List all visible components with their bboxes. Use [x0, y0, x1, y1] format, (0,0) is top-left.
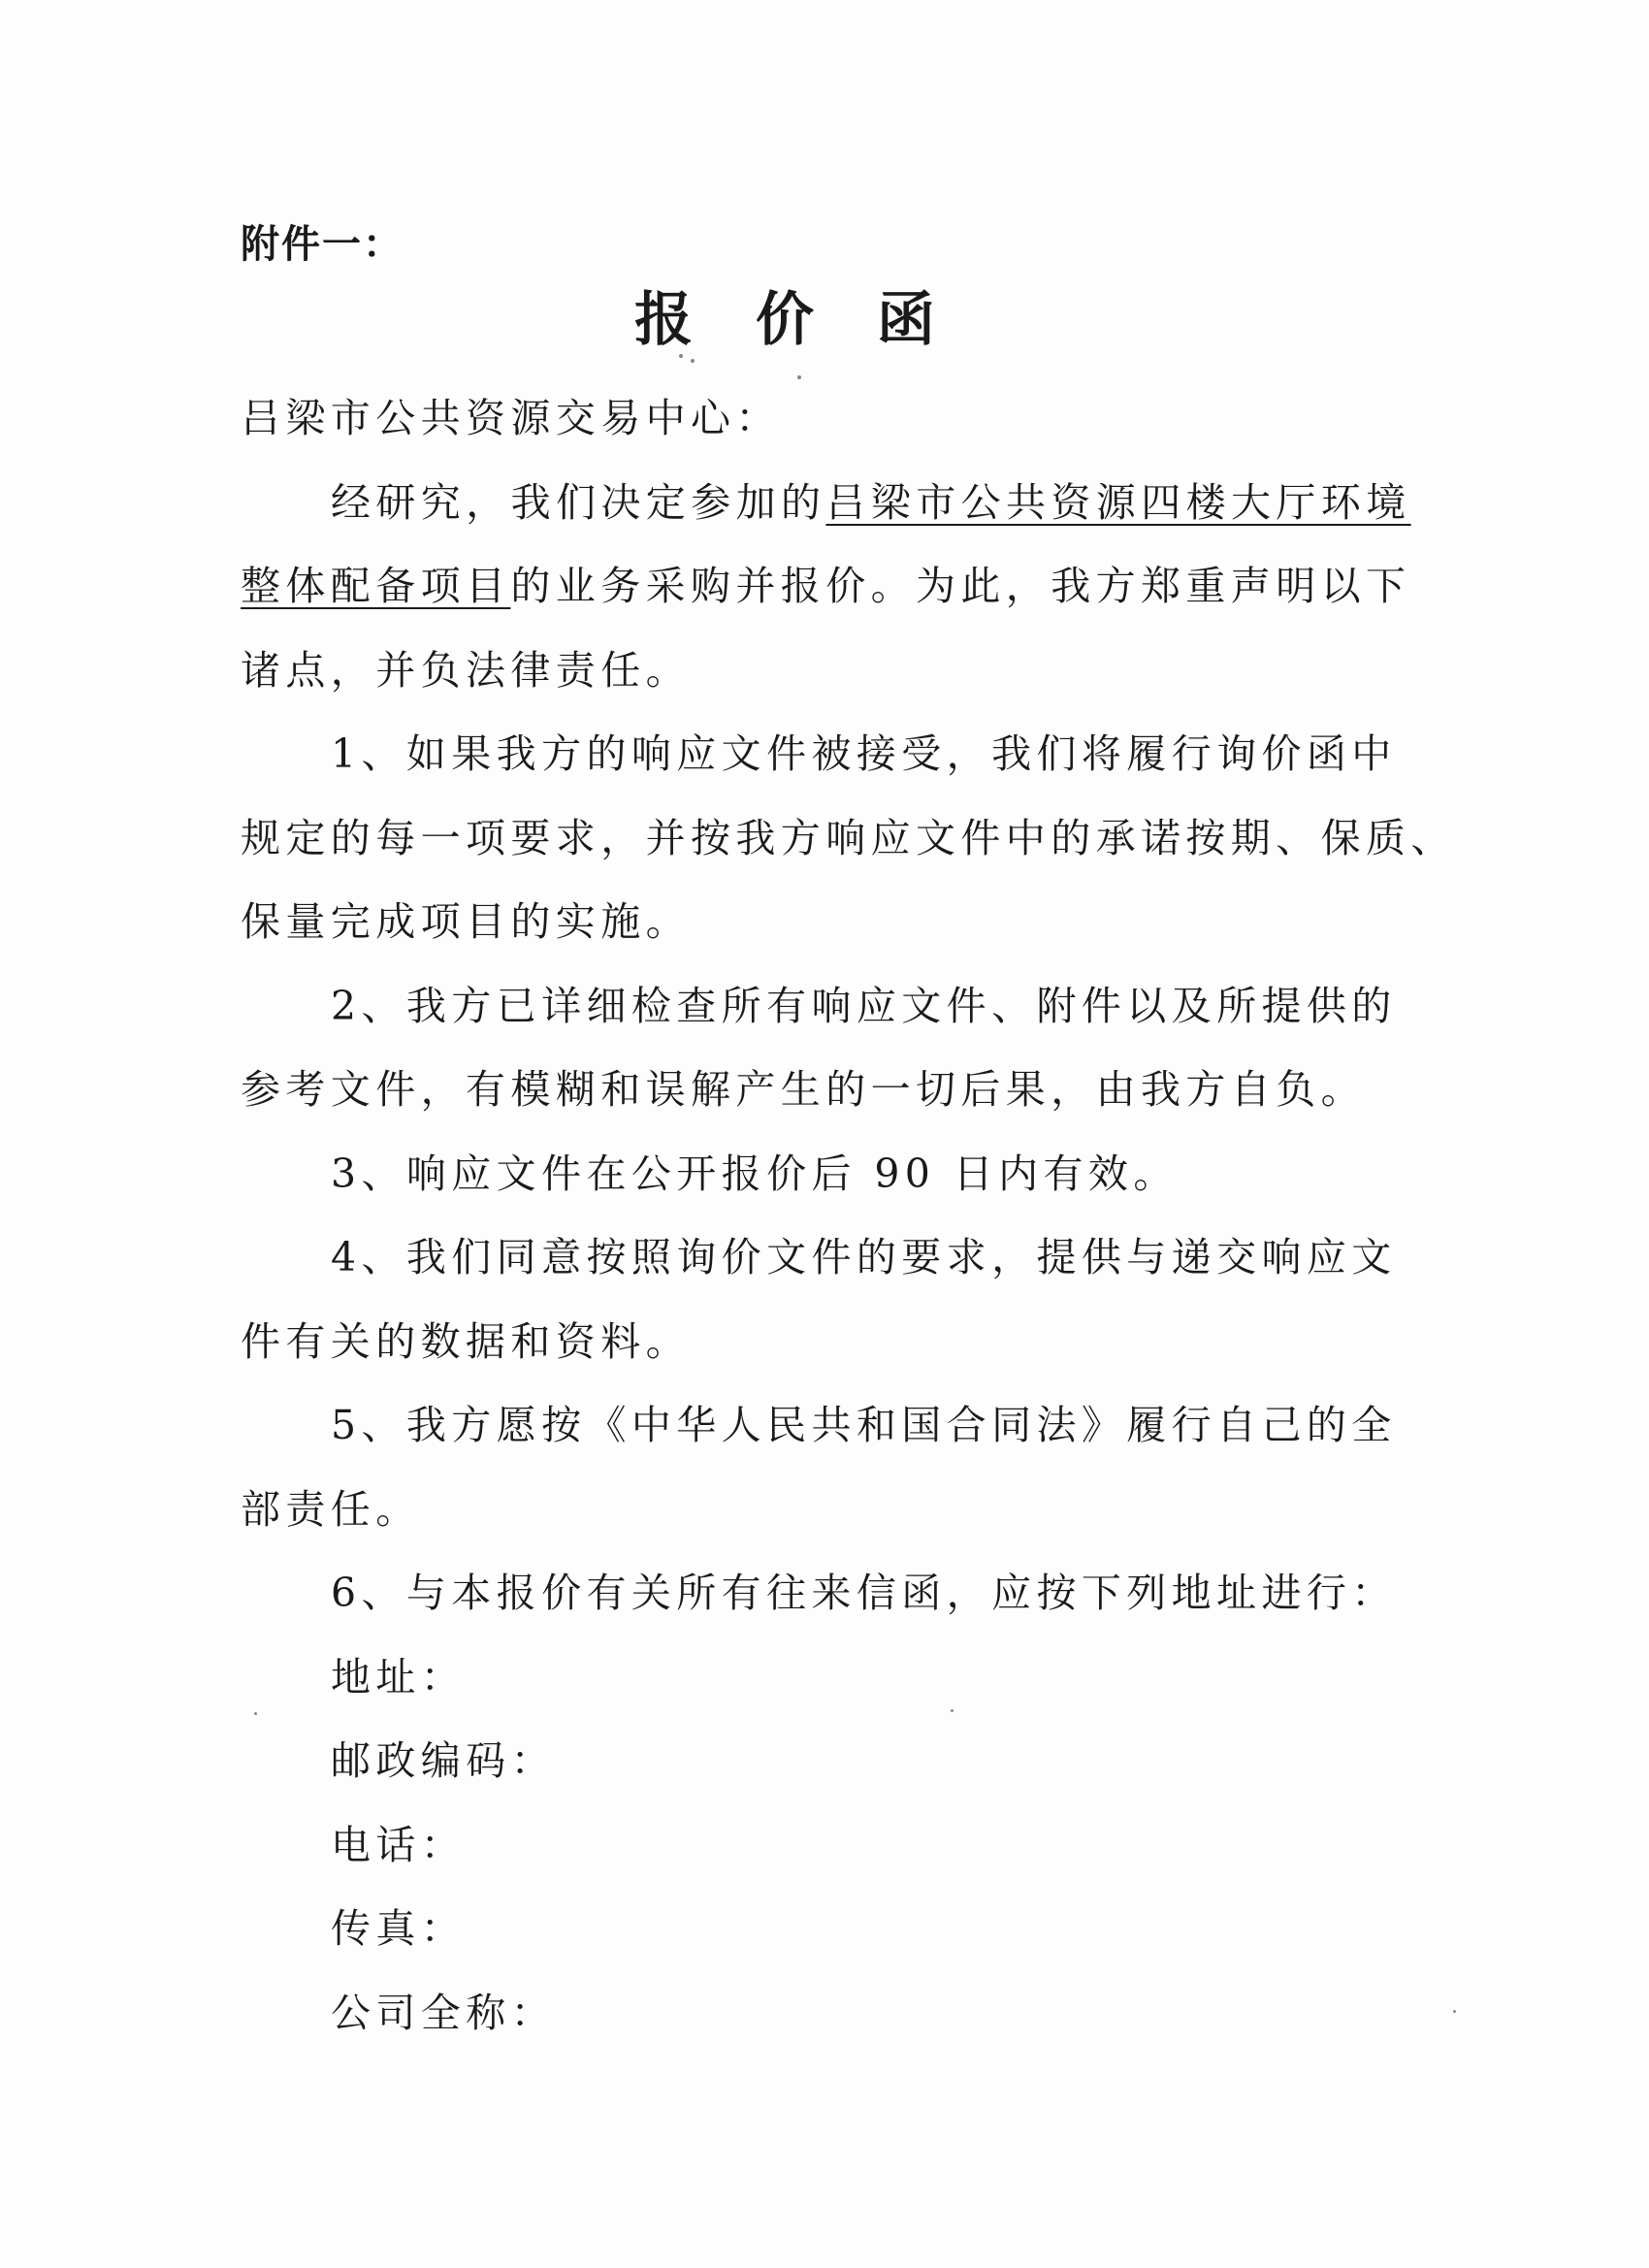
recipient: 吕梁市公共资源交易中心： — [241, 395, 781, 441]
item-4-line-2: 件有关的数据和资料。 — [241, 1317, 691, 1365]
intro-line-2 — [241, 544, 1411, 629]
item-5-line-1: 5、我方愿按《中华人民共和国合同法》履行自己的全 — [331, 1402, 1397, 1448]
scan-speck — [797, 375, 801, 379]
scan-speck — [254, 1712, 257, 1715]
intro-suffix: 的业务采购并报价。为此，我方郑重声明以下 — [510, 563, 1411, 609]
company-name-field: 公司全称： — [331, 1989, 556, 2036]
phone-field: 电话： — [331, 1821, 467, 1868]
intro-line-3: 诸点，并负法律责任。 — [241, 646, 691, 694]
intro-line-1 — [241, 461, 1411, 545]
document-title: 报 价 函 — [634, 286, 956, 354]
item-6-line-1: 6、与本报价有关所有往来信函，应按下列地址进行： — [331, 1570, 1397, 1616]
address-field: 地址： — [331, 1653, 467, 1701]
item-2-line-2: 参考文件，有模糊和误解产生的一切后果，由我方自负。 — [241, 1066, 1366, 1113]
item-4-line-1: 4、我们同意按照询价文件的要求，提供与递交响应文 — [331, 1234, 1397, 1280]
item-1-line-1: 1、如果我方的响应文件被接受，我们将履行询价函中 — [331, 730, 1397, 777]
attachment-label: 附件一： — [241, 222, 404, 267]
scan-speck — [951, 1709, 954, 1712]
fax-field: 传真： — [331, 1905, 467, 1952]
postal-code-field: 邮政编码： — [331, 1737, 556, 1784]
project-name-part1: 吕梁市公共资源四楼大厅环境 — [825, 478, 1411, 526]
item-5-line-2: 部责任。 — [241, 1485, 421, 1533]
scan-speck — [679, 354, 683, 358]
letter-body — [241, 376, 1456, 2055]
scan-speck — [691, 359, 695, 363]
item-3-line-1: 3、响应文件在公开报价后 90 日内有效。 — [331, 1150, 1179, 1197]
item-1-line-2: 规定的每一项要求，并按我方响应文件中的承诺按期、保质、 — [241, 814, 1456, 861]
scan-speck — [1453, 2010, 1456, 2013]
project-name-part2: 整体配备项目 — [241, 563, 511, 609]
intro-prefix: 经研究，我们决定参加的 — [331, 478, 826, 526]
item-2-line-1: 2、我方已详细检查所有响应文件、附件以及所提供的 — [331, 982, 1397, 1029]
item-1-line-3: 保量完成项目的实施。 — [241, 898, 691, 945]
